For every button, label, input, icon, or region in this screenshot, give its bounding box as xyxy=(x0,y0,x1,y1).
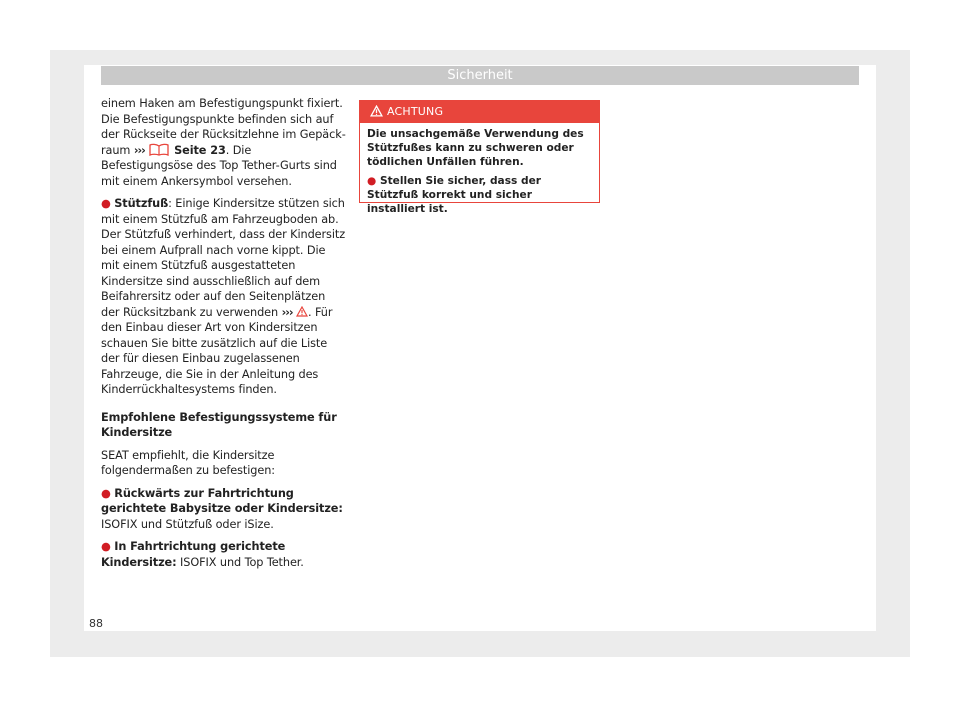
bullet-icon: ● xyxy=(101,486,111,500)
text-column xyxy=(101,96,346,570)
warning-header xyxy=(360,101,599,123)
bullet-icon: ● xyxy=(101,197,111,210)
section-title: Sicherheit xyxy=(447,68,513,83)
list-item: ● Rückwärts zur Fahrtrichtung gerichtete Babysitze oder Kindersitze: ISOFIX und Stützfuß oder iSize. xyxy=(101,486,343,531)
warning-box xyxy=(359,100,600,215)
paragraph-support-leg: ● Stützfuß: Einige Kindersitze stützen sich mit einem Stützfuß am Fahrzeugboden ab. Der Stützfuß verhindert, dass der Kindersitz bei einem Aufprall nach vorne kippt. Die mit einem Stützfuß ausgestatteten Kindersitze sind ausschließlich auf dem Beifahrersitz oder auf den Seitenplätzen der Rücksitzbank zu verwenden ››› . Für den Einbau dieser Art von Kindersitzen schauen Sie bitte zusätzlich auf die Liste der für diesen Einbau zugelassenen Fahrzeuge, die Sie in der Anleitung des Kinderrückhaltesystems finden. xyxy=(101,197,346,396)
warning-body xyxy=(360,123,599,216)
subheading: Empfohlene Befestigungssysteme für Kindersitze xyxy=(101,410,337,439)
warning-list-item: ● Stellen Sie sicher, dass der Stützfuß korrekt und sicher installiert ist. xyxy=(367,175,541,215)
list-item: ● In Fahrtrichtung gerichtete Kindersitze: ISOFIX und Top Tether. xyxy=(101,540,304,569)
warning-triangle-icon xyxy=(370,105,383,117)
warning-text: Die unsachgemäße Verwendung des Stützfußes kann zu schweren oder tödlichen Unfällen führen. xyxy=(367,128,584,168)
page-number: 88 xyxy=(89,617,103,630)
bullet-icon: ● xyxy=(367,175,377,187)
arrow-ref: ››› xyxy=(281,305,293,319)
paragraph-anchor-points: einem Haken am Befestigungspunkt fixiert. Die Befestigungspunkte befinden sich auf der Rückseite der Rücksitzlehne im Gepäckraum ››› Seite 23. Die Befestigungsöse des Top Tether-Gurts sind mit einem Ankersymbol versehen. xyxy=(101,97,346,188)
section-header xyxy=(101,66,859,85)
book-icon xyxy=(148,143,170,156)
warning-triangle-icon xyxy=(296,306,308,317)
bullet-icon: ● xyxy=(101,540,111,553)
paragraph-recommendation: SEAT empfiehlt, die Kindersitze folgendermaßen zu befestigen: xyxy=(101,448,275,477)
warning-title: ACHTUNG xyxy=(387,105,444,118)
arrow-ref: ››› xyxy=(133,143,145,157)
page-ref-link[interactable]: Seite 23 xyxy=(170,143,226,157)
